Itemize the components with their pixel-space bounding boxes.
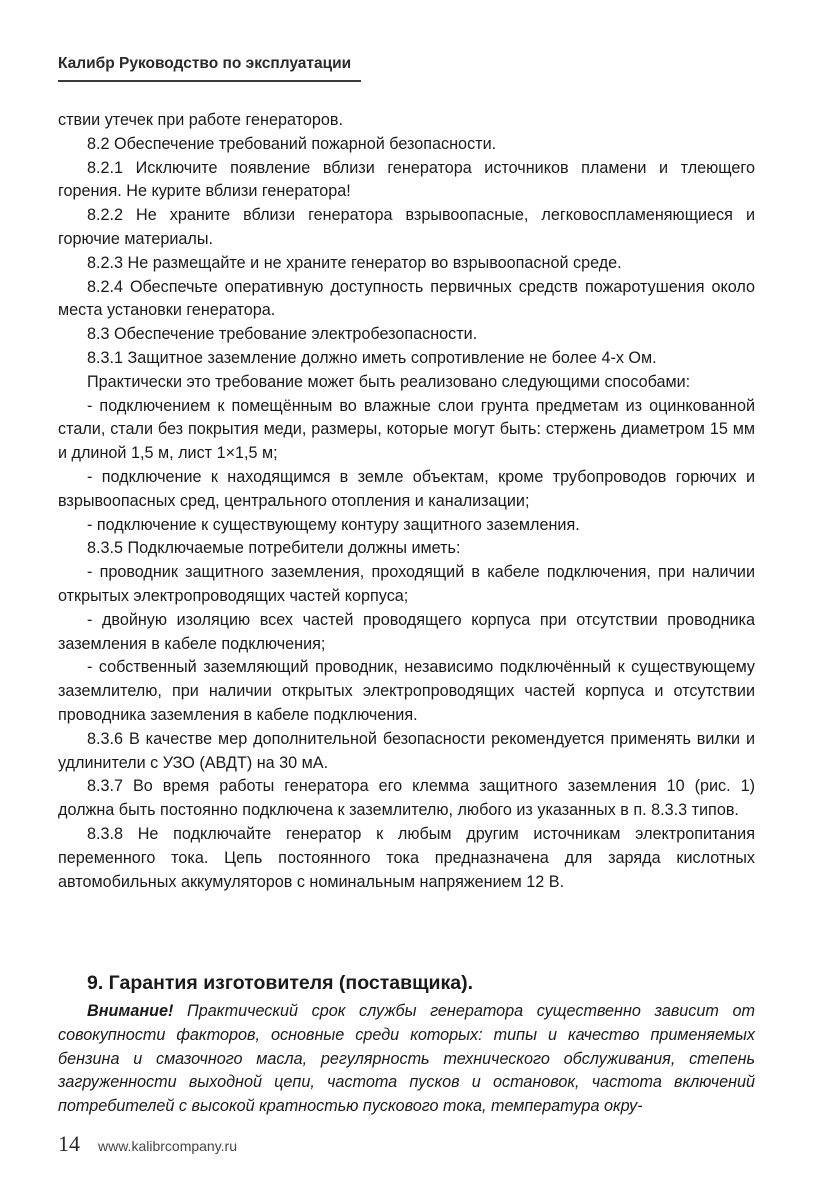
page-footer (58, 1131, 237, 1157)
header-title: Калибр Руководство по эксплуатации (58, 55, 352, 72)
running-header (58, 55, 361, 73)
warning-label: Внимание! (87, 1002, 174, 1020)
paragraph: 8.3.8 Не подключайте генератор к любым другим источникам электропитания переменного тока. Цепь постоянного тока предназначена для заряда кислотных автомобильных аккумуляторов с номинальным напряжением 12 В. (58, 824, 755, 891)
paragraph: - проводник защитного заземления, проходящий в кабеле подключения, при наличии открытых электропроводящих частей корпуса; (58, 563, 755, 605)
warranty-paragraph (58, 1000, 755, 1119)
paragraph: ствии утечек при работе генераторов. (58, 111, 343, 129)
paragraph: 8.2.4 Обеспечьте оперативную доступность первичных средств пожаротушения около места установки генератора. (58, 277, 755, 320)
paragraph: - подключение к существующему контуру защитного заземления. (87, 515, 580, 534)
section-title: 9. Гарантия изготовителя (поставщика). (87, 972, 474, 994)
paragraph: - подключением к помещённым во влажные слои грунта предметам из оцинкованной стали, стали без покрытия меди, размеры, которые могут быть: стержень диаметром 15 мм и длиной 1,5 м, лист 1×1,5 м; (58, 396, 755, 463)
warning-text: Практический срок службы генератора существенно зависит от совокупности факторов, основные среди которых: типы и качество применяемых бензина и смазочного масла, регулярность технического обслуживания, степень загруженности выходной цепи, частота пусков и остановок, частота включений потребителей с высокой кратностью пускового тока, температура окру- (58, 1002, 755, 1116)
paragraph: 8.3.7 Во время работы генератора его клемма защитного заземления 10 (рис. 1) должна быть постоянно подключена к заземлителю, любого из указанных в п. 8.3.3 типов. (58, 777, 755, 820)
paragraph: - собственный заземляющий проводник, независимо подключённый к существующему заземлителю, при наличии открытых электропроводящих частей корпуса и отсутствии проводника заземления в кабеле подключения. (58, 658, 755, 724)
paragraph: - подключение к находящимся в земле объектам, кроме трубопроводов горючих и взрывоопасных сред, центрального отопления и канализации; (58, 467, 755, 510)
paragraph: - двойную изоляцию всех частей проводящего корпуса при отсутствии проводника заземления в кабеле подключения; (58, 610, 755, 653)
body-text (58, 109, 755, 894)
paragraph: 8.2.1 Исключите появление вблизи генератора источников пламени и тлеющего горения. Не курите вблизи генератора! (58, 158, 755, 201)
paragraph: Практически это требование может быть реализовано следующими способами: (87, 372, 691, 391)
website-url: www.kalibrcompany.ru (98, 1138, 238, 1154)
paragraph: 8.2.3 Не размещайте и не храните генератор во взрывоопасной среде. (87, 253, 622, 272)
paragraph: 8.2 Обеспечение требований пожарной безопасности. (87, 134, 497, 153)
paragraph: 8.3.6 В качестве мер дополнительной безопасности рекомендуется применять вилки и удлинители с УЗО (АВДТ) на 30 мА. (58, 729, 755, 772)
paragraph: 8.3.5 Подключаемые потребители должны иметь: (87, 539, 461, 558)
paragraph: 8.2.2 Не храните вблизи генератора взрывоопасные, легковоспламеняющиеся и горючие материалы. (58, 206, 755, 248)
page-number: 14 (58, 1131, 80, 1156)
header-divider (58, 80, 361, 82)
paragraph: 8.3 Обеспечение требование электробезопасности. (87, 325, 478, 344)
paragraph: 8.3.1 Защитное заземление должно иметь сопротивление не более 4-х Ом. (87, 348, 657, 367)
